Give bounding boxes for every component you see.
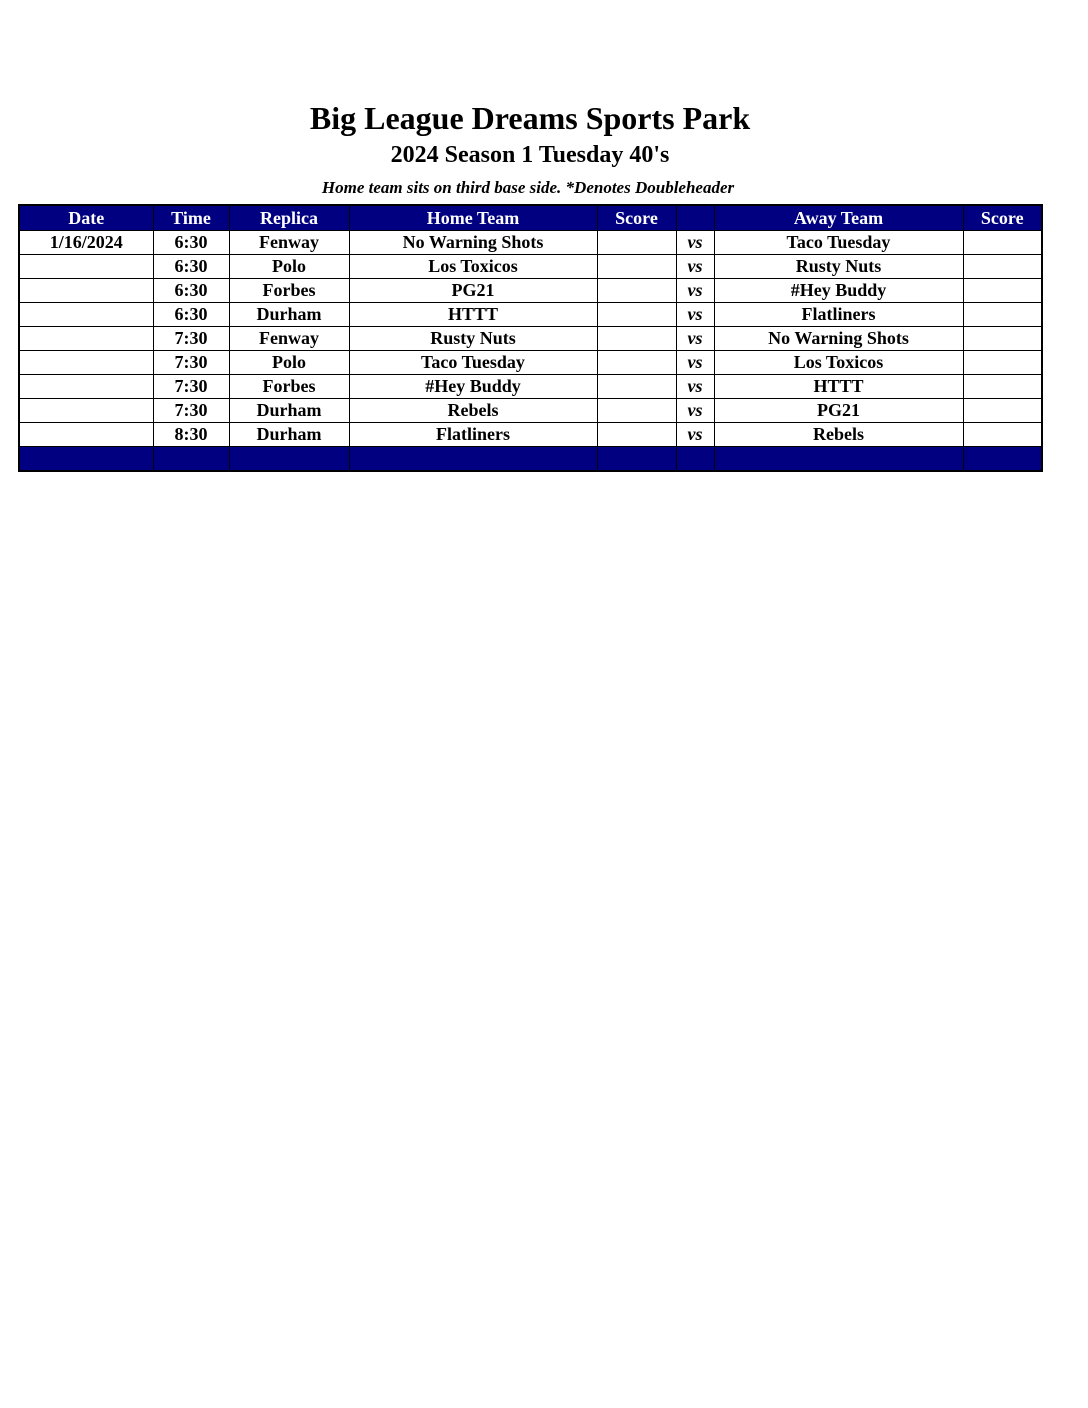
vs-cell: vs xyxy=(676,399,714,423)
date-cell xyxy=(19,399,153,423)
away-team-cell: Flatliners xyxy=(714,303,963,327)
home-team-cell: Rebels xyxy=(349,399,597,423)
table-row xyxy=(19,303,1042,327)
table-row xyxy=(19,351,1042,375)
away-score-cell xyxy=(963,327,1042,351)
replica-cell: Durham xyxy=(229,399,349,423)
home-team-cell: Flatliners xyxy=(349,423,597,447)
column-header-vs xyxy=(676,205,714,231)
home-team-cell: #Hey Buddy xyxy=(349,375,597,399)
date-cell xyxy=(19,423,153,447)
time-cell: 6:30 xyxy=(153,231,229,255)
away-score-cell xyxy=(963,351,1042,375)
schedule-table xyxy=(18,204,1043,472)
column-header-home-score: Score xyxy=(597,205,676,231)
home-team-cell: Taco Tuesday xyxy=(349,351,597,375)
vs-cell: vs xyxy=(676,375,714,399)
table-row xyxy=(19,255,1042,279)
time-cell: 7:30 xyxy=(153,399,229,423)
home-score-cell xyxy=(597,423,676,447)
page-title: Big League Dreams Sports Park xyxy=(309,100,751,136)
vs-cell: vs xyxy=(676,279,714,303)
page-subtitle: 2024 Season 1 Tuesday 40's xyxy=(390,142,670,168)
away-score-cell xyxy=(963,255,1042,279)
date-cell xyxy=(19,303,153,327)
table-row xyxy=(19,375,1042,399)
replica-cell: Forbes xyxy=(229,279,349,303)
table-row xyxy=(19,399,1042,423)
away-team-cell: No Warning Shots xyxy=(714,327,963,351)
home-score-cell xyxy=(597,255,676,279)
vs-cell: vs xyxy=(676,303,714,327)
replica-cell: Durham xyxy=(229,423,349,447)
date-cell xyxy=(19,279,153,303)
away-team-cell: Rebels xyxy=(714,423,963,447)
column-header-date: Date xyxy=(19,205,153,231)
date-cell xyxy=(19,351,153,375)
vs-cell: vs xyxy=(676,351,714,375)
away-score-cell xyxy=(963,399,1042,423)
replica-cell: Fenway xyxy=(229,327,349,351)
home-team-cell: Rusty Nuts xyxy=(349,327,597,351)
away-score-cell xyxy=(963,279,1042,303)
vs-cell: vs xyxy=(676,327,714,351)
away-score-cell xyxy=(963,375,1042,399)
column-header-away-score: Score xyxy=(963,205,1042,231)
time-cell: 6:30 xyxy=(153,303,229,327)
header-row xyxy=(19,205,1042,231)
column-header-time: Time xyxy=(153,205,229,231)
replica-cell: Durham xyxy=(229,303,349,327)
column-header-replica: Replica xyxy=(229,205,349,231)
time-cell: 7:30 xyxy=(153,375,229,399)
away-score-cell xyxy=(963,303,1042,327)
away-team-cell: HTTT xyxy=(714,375,963,399)
home-team-cell: Los Toxicos xyxy=(349,255,597,279)
table-row xyxy=(19,279,1042,303)
vs-cell: vs xyxy=(676,423,714,447)
away-team-cell: #Hey Buddy xyxy=(714,279,963,303)
away-team-cell: Rusty Nuts xyxy=(714,255,963,279)
home-score-cell xyxy=(597,351,676,375)
replica-cell: Forbes xyxy=(229,375,349,399)
home-score-cell xyxy=(597,399,676,423)
home-score-cell xyxy=(597,279,676,303)
replica-cell: Polo xyxy=(229,255,349,279)
table-row xyxy=(19,423,1042,447)
home-score-cell xyxy=(597,375,676,399)
away-team-cell: PG21 xyxy=(714,399,963,423)
home-score-cell xyxy=(597,231,676,255)
table-row xyxy=(19,231,1042,255)
replica-cell: Fenway xyxy=(229,231,349,255)
time-cell: 6:30 xyxy=(153,255,229,279)
away-score-cell xyxy=(963,231,1042,255)
away-score-cell xyxy=(963,423,1042,447)
date-cell xyxy=(19,375,153,399)
replica-cell: Polo xyxy=(229,351,349,375)
away-team-cell: Los Toxicos xyxy=(714,351,963,375)
time-cell: 7:30 xyxy=(153,351,229,375)
vs-cell: vs xyxy=(676,255,714,279)
home-team-cell: PG21 xyxy=(349,279,597,303)
table-footer-bar xyxy=(19,447,1042,472)
date-cell: 1/16/2024 xyxy=(19,231,153,255)
column-header-away-team: Away Team xyxy=(714,205,963,231)
date-cell xyxy=(19,327,153,351)
time-cell: 7:30 xyxy=(153,327,229,351)
home-score-cell xyxy=(597,303,676,327)
date-cell xyxy=(19,255,153,279)
vs-cell: vs xyxy=(676,231,714,255)
away-team-cell: Taco Tuesday xyxy=(714,231,963,255)
column-header-home-team: Home Team xyxy=(349,205,597,231)
home-score-cell xyxy=(597,327,676,351)
table-row xyxy=(19,327,1042,351)
time-cell: 6:30 xyxy=(153,279,229,303)
home-team-cell: No Warning Shots xyxy=(349,231,597,255)
time-cell: 8:30 xyxy=(153,423,229,447)
home-team-cell: HTTT xyxy=(349,303,597,327)
home-team-note: Home team sits on third base side. *Denotes Doubleheader xyxy=(321,178,735,197)
